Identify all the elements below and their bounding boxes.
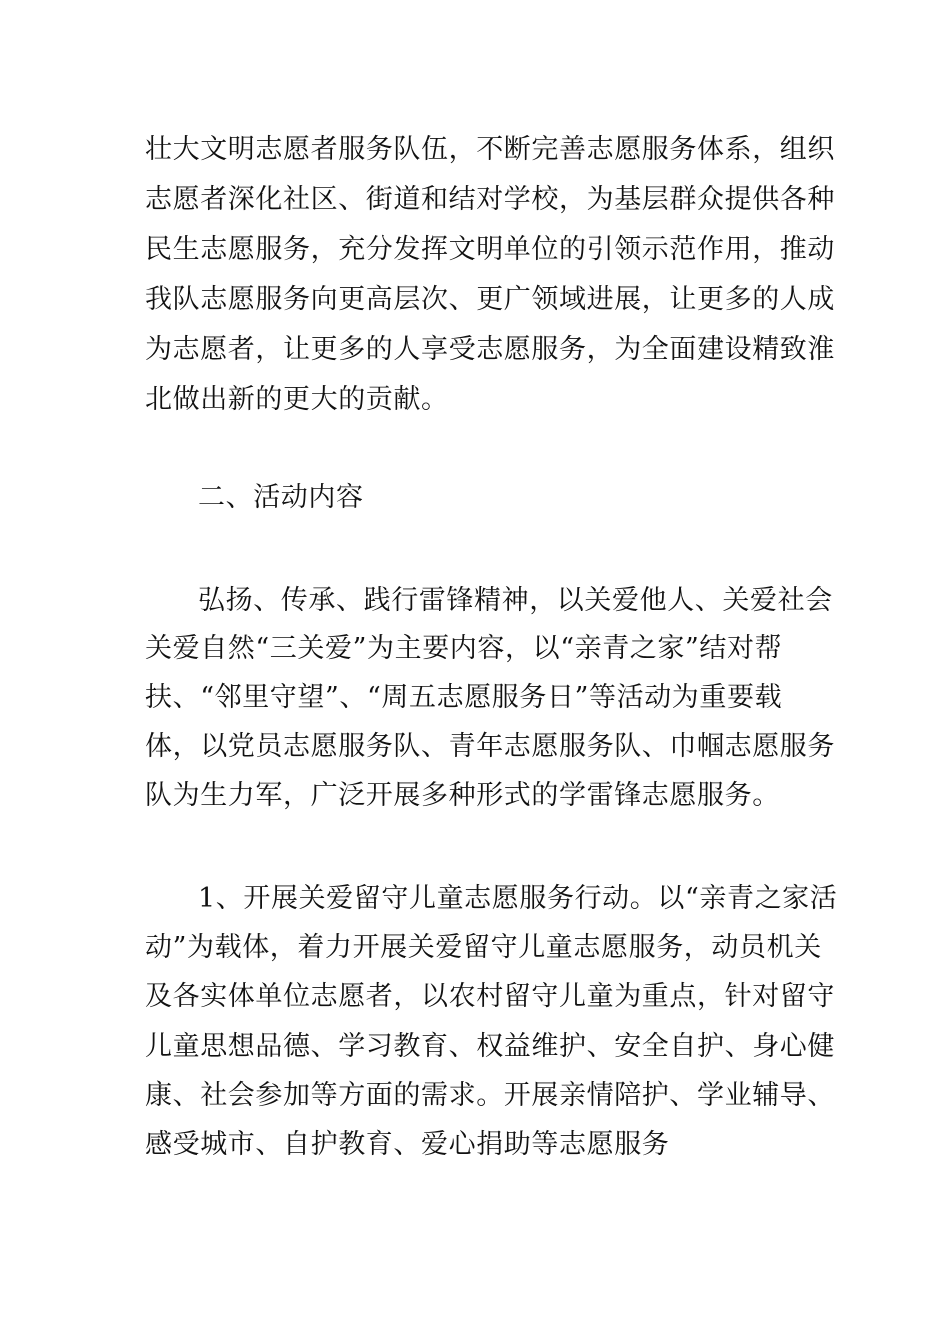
paragraph-line: 及各实体单位志愿者，以农村留守儿童为重点，针对留守 [145, 981, 835, 1012]
paragraph-line: 弘扬、传承、践行雷锋精神，以关爱他人、关爱社会 [198, 585, 833, 616]
paragraph-line: 儿童思想品德、学习教育、权益维护、安全自护、身心健 [145, 1031, 835, 1062]
paragraph-line: 队为生力军，广泛开展多种形式的学雷锋志愿服务。 [145, 780, 780, 811]
paragraph-line: 民生志愿服务，充分发挥文明单位的引领示范作用，推动 [145, 234, 835, 265]
paragraph-line: 1、开展关爱留守儿童志愿服务行动。以“亲青之家活 [198, 883, 838, 914]
paragraph-line: 扶、“邻里守望”、“周五志愿服务日”等活动为重要载 [145, 682, 783, 713]
paragraph-line: 为志愿者，让更多的人享受志愿服务，为全面建设精致淮 [145, 334, 835, 365]
paragraph-line: 康、社会参加等方面的需求。开展亲情陪护、学业辅导、 [145, 1080, 835, 1111]
paragraph-line: 体，以党员志愿服务队、青年志愿服务队、巾帼志愿服务 [145, 731, 835, 762]
paragraph-line: 壮大文明志愿者服务队伍，不断完善志愿服务体系，组织 [145, 134, 835, 165]
paragraph-line: 关爱自然“三关爱”为主要内容，以“亲青之家”结对帮 [145, 633, 783, 664]
paragraph-line: 动”为载体，着力开展关爱留守儿童志愿服务，动员机关 [145, 932, 822, 963]
paragraph-line: 北做出新的更大的贡献。 [145, 384, 449, 415]
paragraph-line: 志愿者深化社区、街道和结对学校，为基层群众提供各种 [145, 184, 835, 215]
paragraph-line: 我队志愿服务向更高层次、更广领域进展，让更多的人成 [145, 284, 835, 315]
paragraph-line: 感受城市、自护教育、爱心捐助等志愿服务 [145, 1129, 670, 1160]
section-heading: 二、活动内容 [198, 482, 364, 513]
